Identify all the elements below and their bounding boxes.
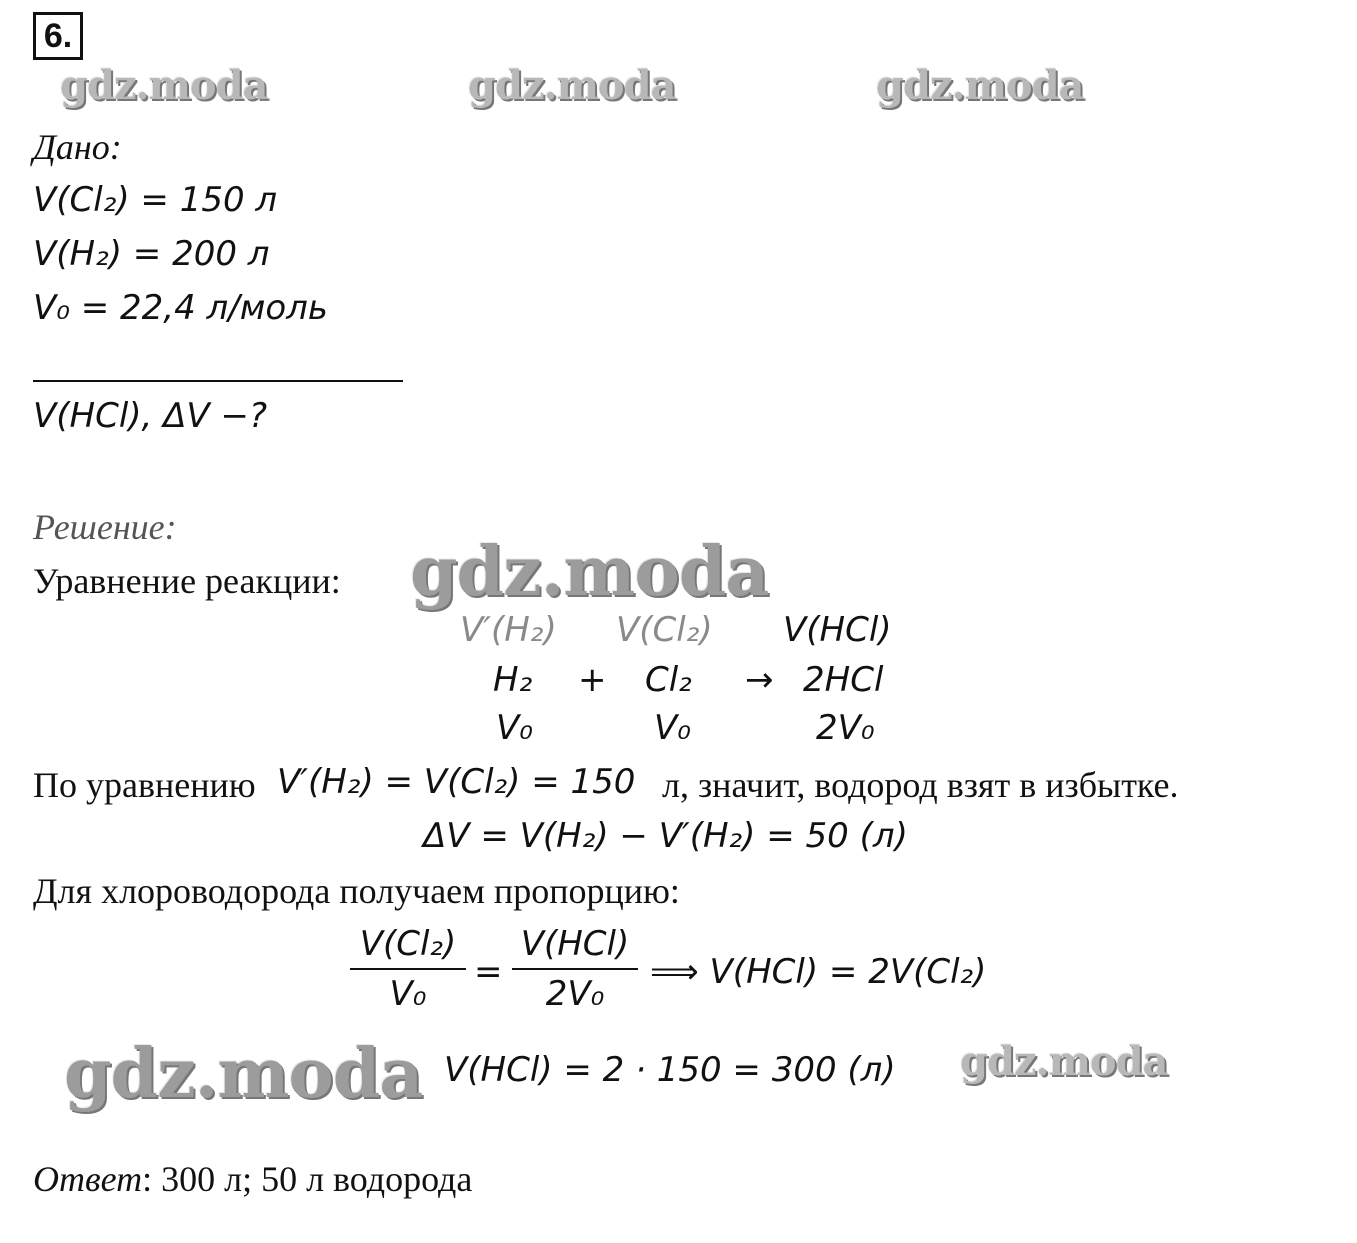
watermark-logo: gdz.moda: [64, 1034, 423, 1114]
proportion-label: Для хлороводорода получаем пропорцию:: [33, 871, 680, 911]
reaction-molar: V₀: [654, 708, 691, 748]
watermark-logo: gdz.moda: [410, 532, 769, 612]
reaction-species: 2HCl: [803, 660, 884, 700]
watermark-logo: gdz.moda: [960, 1038, 1168, 1085]
reaction-arrow: →: [745, 660, 774, 700]
fraction-numerator: V(Cl₂): [350, 924, 466, 970]
reaction-plus: +: [578, 660, 607, 700]
watermark-logo: gdz.moda: [876, 62, 1084, 109]
fraction: [350, 924, 466, 1014]
given-line: V(Cl₂) = 150 л: [33, 180, 278, 220]
equals-sign: =: [474, 952, 503, 992]
watermark-logo: gdz.moda: [60, 62, 268, 109]
solution-heading: Решение:: [33, 507, 177, 547]
reaction-species: H₂: [493, 660, 533, 700]
equation-label: Уравнение реакции:: [33, 561, 341, 601]
reaction-volume: V(HCl): [783, 610, 892, 650]
fraction-denominator: 2V₀: [545, 974, 605, 1014]
proportion-result: ⟹ V(HCl) = 2V(Cl₂): [650, 952, 987, 992]
watermark-logo: gdz.moda: [468, 62, 676, 109]
reaction-molar: 2V₀: [816, 708, 875, 748]
given-heading: Дано:: [33, 127, 122, 167]
find-line: V(HCl), ΔV −?: [33, 396, 268, 436]
fraction: [512, 924, 638, 1014]
reaction-volume: V(Cl₂): [616, 610, 713, 650]
fraction-denominator: V₀: [389, 974, 427, 1014]
delta-equation: ΔV = V(H₂) − V′(H₂) = 50 (л): [423, 816, 908, 856]
text-line: По уравнению: [33, 765, 256, 805]
text-line: л, значит, водород взят в избытке.: [662, 765, 1179, 805]
fraction-numerator: V(HCl): [512, 924, 638, 970]
calculation: V(HCl) = 2 · 150 = 300 (л): [444, 1050, 896, 1090]
math-expression: V′(H₂) = V(Cl₂) = 150: [277, 762, 636, 802]
task-number: 6.: [33, 12, 83, 60]
answer-text: : 300 л; 50 л водорода: [142, 1159, 473, 1199]
reaction-species: Cl₂: [645, 660, 692, 700]
answer-label: Ответ: [33, 1159, 143, 1199]
reaction-volume: V′(H₂): [460, 610, 557, 650]
given-line: V₀ = 22,4 л/моль: [33, 288, 328, 328]
reaction-molar: V₀: [496, 708, 533, 748]
answer-line: [33, 1158, 472, 1200]
divider: [33, 380, 403, 382]
given-line: V(H₂) = 200 л: [33, 234, 270, 274]
